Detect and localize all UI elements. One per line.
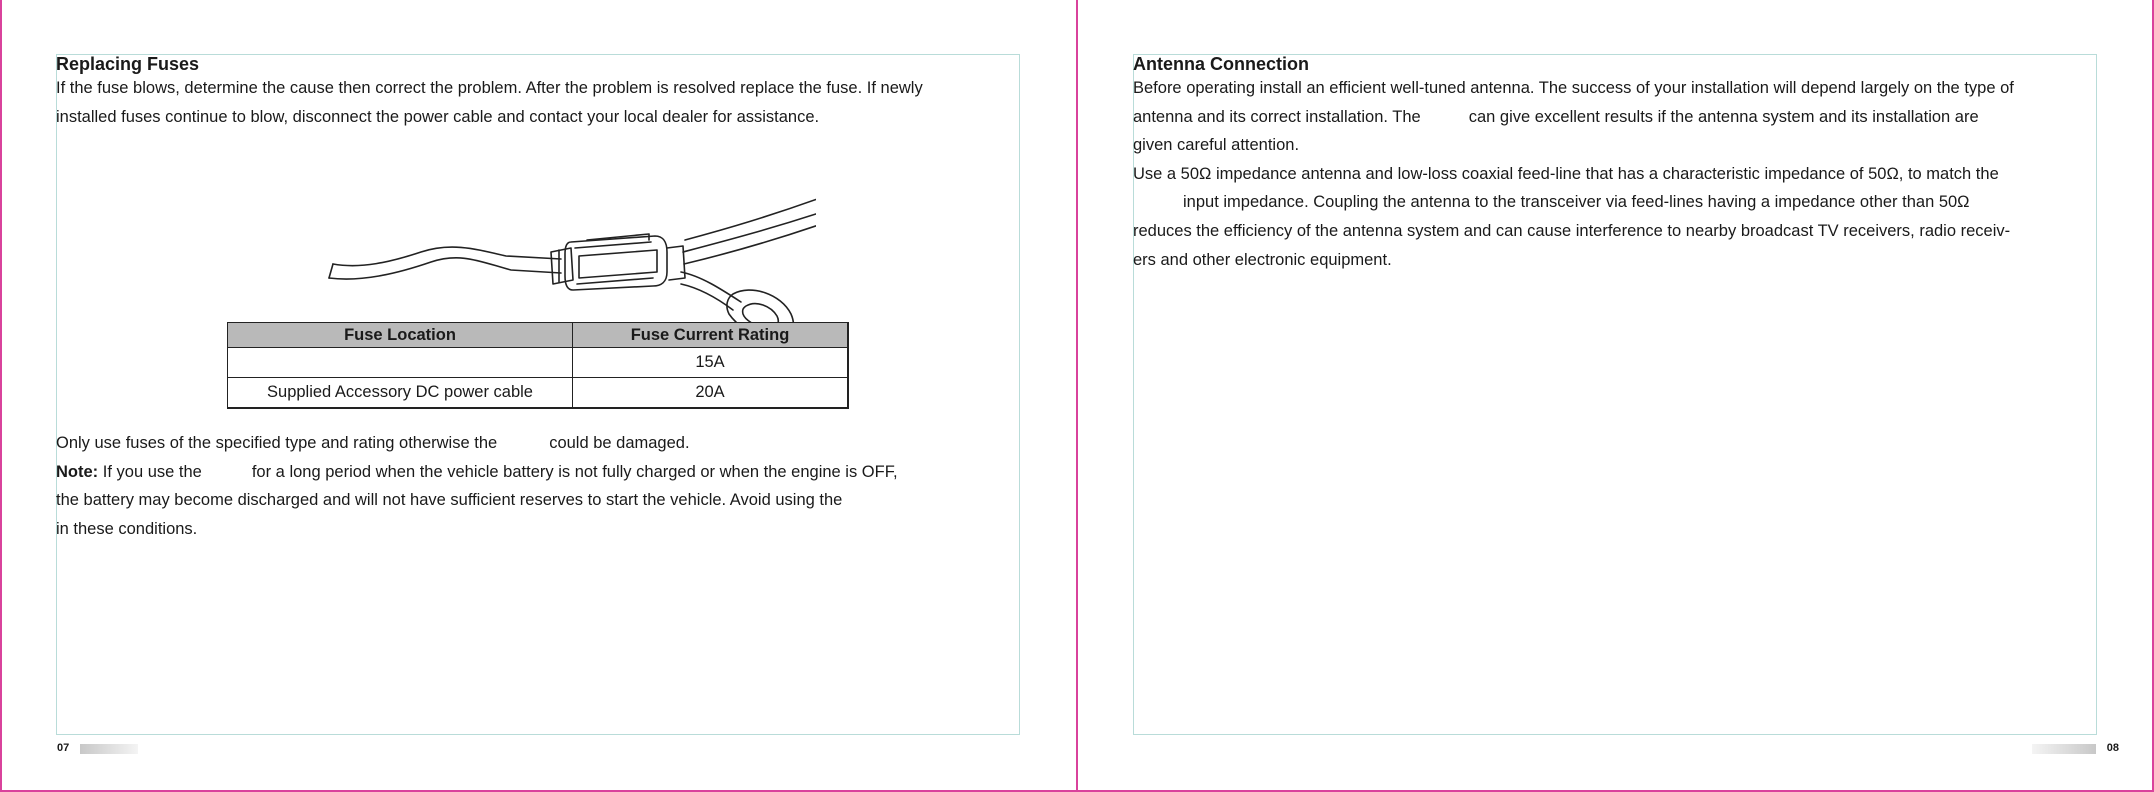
left-content (56, 54, 1020, 538)
antenna-p1-line-2a: antenna and its correct installation. The (1133, 107, 1421, 126)
page-number-bar-right (2032, 744, 2096, 754)
antenna-p1-line-2b: can give excellent results if the antenna system and its installation are (1468, 107, 1979, 126)
column-header-fuse-current-rating: Fuse Current Rating (573, 323, 849, 348)
antenna-p2-line-2 (1133, 188, 2097, 217)
right-page (1077, 0, 2154, 792)
table-row (228, 348, 849, 378)
right-content (1133, 54, 2097, 274)
fuse-rating-table (227, 322, 849, 409)
antenna-p1-line-3: given careful attention. (1133, 136, 1300, 155)
antenna-p1-line-1: Before operating install an efficient well-tuned antenna. The success of your installation will depend largely on the type of (1133, 79, 2014, 97)
warning-text-b: could be damaged. (549, 434, 690, 452)
table-header-row (228, 323, 849, 348)
note-line-2: the battery may become discharged and will not have sufficient reserves to start the vehicle. Avoid using the (56, 491, 843, 510)
antenna-p2-line-4: ers and other electronic equipment. (1133, 250, 1392, 269)
note-text-a: If you use the (102, 462, 202, 481)
intro-line-2: installed fuses continue to blow, disconnect the power cable and contact your local dealer for assistance. (56, 107, 820, 126)
section-title-replacing-fuses: Replacing Fuses (56, 54, 200, 74)
column-header-fuse-location: Fuse Location (228, 323, 573, 348)
antenna-p1-line-2 (1133, 103, 2097, 132)
note-label: Note: (56, 462, 99, 481)
antenna-p2-line-1: Use a 50Ω impedance antenna and low-loss coaxial feed-line that has a characteristic impedance of 50Ω, to match the (1133, 164, 1999, 183)
intro-line-1: If the fuse blows, determine the cause then correct the problem. After the problem is resolved replace the fuse. If newly (56, 79, 923, 97)
antenna-p2-line-3: reduces the efficiency of the antenna system and can cause interference to nearby broadcast TV receivers, radio receiv- (1133, 221, 2011, 240)
table-cell-location (228, 348, 573, 378)
page-number-bar-left (80, 744, 138, 754)
section-title-antenna-connection: Antenna Connection (1133, 54, 1309, 74)
note-line-3: in these conditions. (56, 519, 198, 538)
page-number-left: 07 (57, 742, 70, 754)
page-number-right: 08 (2106, 742, 2119, 754)
warning-line (56, 429, 1020, 458)
table-cell-rating: 20A (573, 378, 849, 409)
table-cell-location: Supplied Accessory DC power cable (228, 378, 573, 409)
left-lower-text (56, 429, 1020, 543)
warning-text-a: Only use fuses of the specified type and rating otherwise the (56, 434, 498, 452)
table-row (228, 378, 849, 409)
table-cell-rating: 15A (573, 348, 849, 378)
antenna-p2-line-2-text: input impedance. Coupling the antenna to the transceiver via feed-lines having a impedance other than 50Ω (1183, 193, 1970, 212)
note-text-b: for a long period when the vehicle battery is not fully charged or when the engine is OFF, (251, 462, 898, 481)
note-line-1 (56, 458, 1020, 487)
